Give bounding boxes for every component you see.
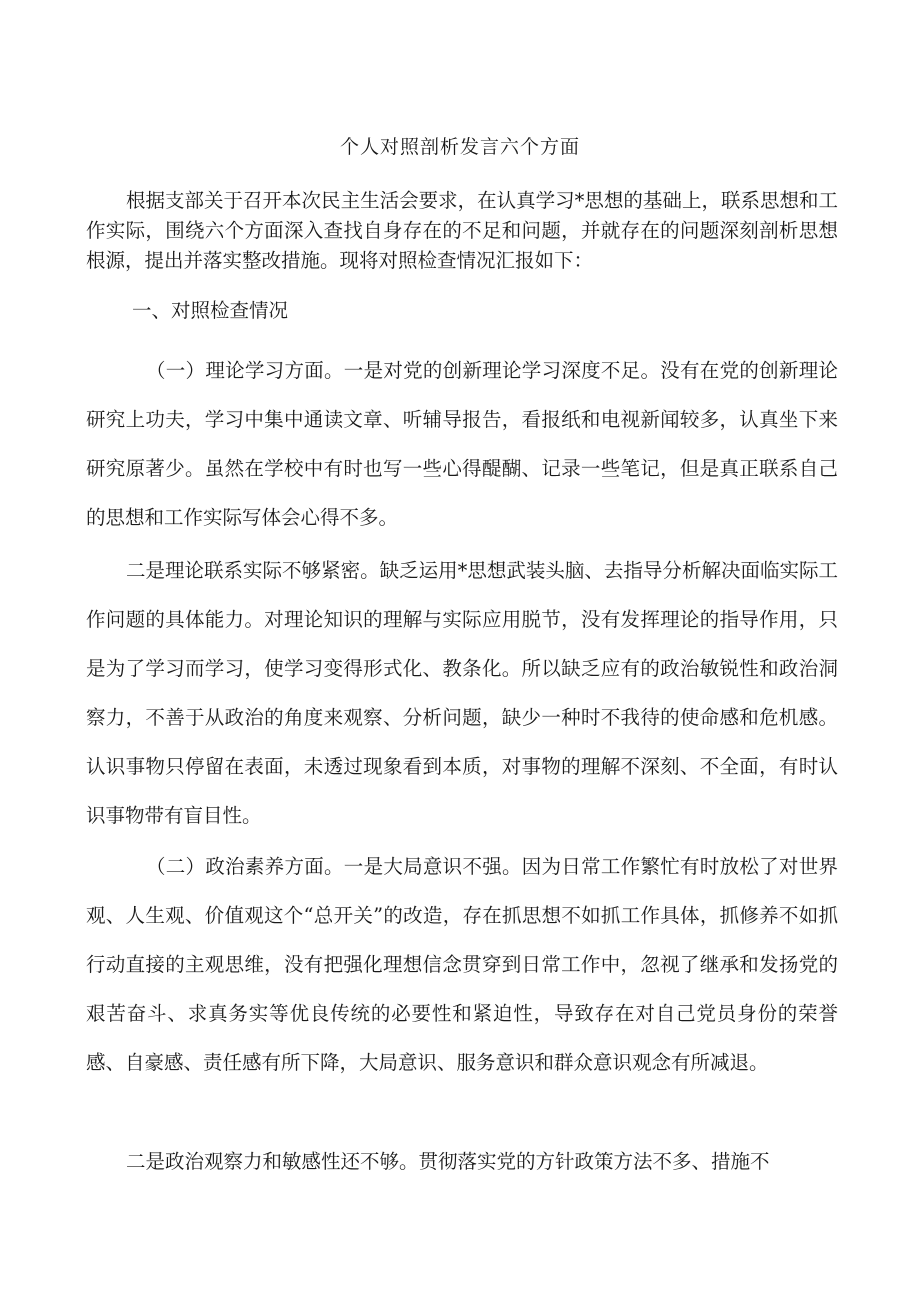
paragraph-political-sensitivity: 二是政治观察力和敏感性还不够。贯彻落实党的方针政策方法不多、措施不 [126,1150,770,1173]
paragraph-political-literacy: （二）政治素养方面。一是大局意识不强。因为日常工作繁忙有时放松了对世界观、人生观、价值观这个“总开关”的改造，存在抓思想不如抓工作具体，抓修养不如抓行动直接的主观思维，没有把强化理想信念贯穿到日常工作中，忽视了继承和发扬党的艰苦奋斗、求真务实等优良传统的必要性和紧迫性，导致存在对自己党员身份的荣誉感、自豪感、责任感有所下降，大局意识、服务意识和群众意识观念有所减退。 [86,855,838,1074]
paragraph-theory-study: （一）理论学习方面。一是对党的创新理论学习深度不足。没有在党的创新理论研究上功夫，学习中集中通读文章、听辅导报告，看报纸和电视新闻较多，认真坐下来研究原著少。虽然在学校中有时也写一些心得醍醐、记录一些笔记，但是真正联系自己的思想和工作实际写体会心得不多。 [86,359,838,529]
document-title: 个人对照剖析发言六个方面 [339,136,580,158]
section-heading: 一、对照检查情况 [132,299,289,322]
intro-paragraph: 根据支部关于召开本次民主生活会要求，在认真学习*思想的基础上，联系思想和工作实际，围绕六个方面深入查找自身存在的不足和问题，并就存在的问题深刻剖析思想根源，提出并落实整改措施。现将对照检查情况汇报如下： [86,189,838,272]
paragraph-theory-practice: 二是理论联系实际不够紧密。缺乏运用*思想武装头脑、去指导分析解决面临实际工作问题的具体能力。对理论知识的理解与实际应用脱节，没有发挥理论的指导作用，只是为了学习而学习，使学习变得形式化、教条化。所以缺乏应有的政治敏锐性和政治洞察力，不善于从政治的角度来观察、分析问题，缺少一种时不我待的使命感和危机感。认识事物只停留在表面，未透过现象看到本质，对事物的理解不深刻、不全面，有时认识事物带有盲目性。 [86,559,838,827]
